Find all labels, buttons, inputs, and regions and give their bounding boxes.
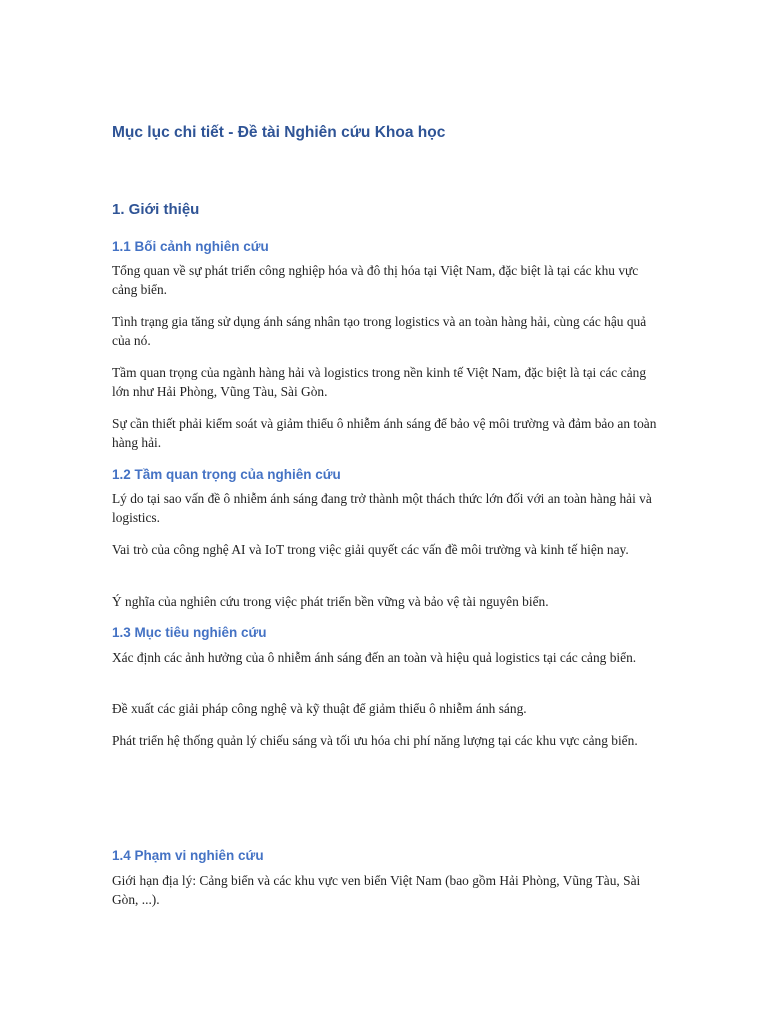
paragraph: Vai trò của công nghệ AI và IoT trong việc giải quyết các vấn đề môi trường và kinh tế hiện nay. (112, 542, 629, 557)
paragraph: Lý do tại sao vấn đề ô nhiễm ánh sáng đang trở thành một thách thức lớn đối với an toàn hàng hải và logistics. (112, 491, 652, 525)
paragraph: Tổng quan về sự phát triển công nghiệp hóa và đô thị hóa tại Việt Nam, đặc biệt là tại các khu vực cảng biển. (112, 263, 639, 297)
paragraph: Tình trạng gia tăng sử dụng ánh sáng nhân tạo trong logistics và an toàn hàng hải, cùng các hậu quả của nó. (112, 314, 647, 348)
paragraph: Giới hạn địa lý: Cảng biển và các khu vực ven biển Việt Nam (bao gồm Hải Phòng, Vũng Tàu, Sài Gòn, ...). (112, 873, 641, 907)
paragraph: Xác định các ảnh hưởng của ô nhiễm ánh sáng đến an toàn và hiệu quả logistics tại các cảng biển. (112, 650, 637, 665)
paragraph: Sự cần thiết phải kiểm soát và giảm thiểu ô nhiễm ánh sáng để bảo vệ môi trường và đảm bảo an toàn hàng hải. (112, 416, 657, 450)
subsection-heading-tam-quan-trong: 1.2 Tầm quan trọng của nghiên cứu (112, 467, 341, 482)
paragraph: Ý nghĩa của nghiên cứu trong việc phát triển bền vững và bảo vệ tài nguyên biển. (112, 594, 549, 609)
section-heading-gioi-thieu: 1. Giới thiệu (112, 201, 200, 218)
paragraph: Đề xuất các giải pháp công nghệ và kỹ thuật để giảm thiểu ô nhiễm ánh sáng. (112, 701, 527, 716)
document-title: Mục lục chi tiết - Đề tài Nghiên cứu Khoa học (112, 124, 446, 141)
subsection-heading-pham-vi: 1.4 Phạm vi nghiên cứu (112, 848, 264, 863)
subsection-heading-boi-canh: 1.1 Bối cảnh nghiên cứu (112, 239, 269, 254)
subsection-heading-muc-tieu: 1.3 Mục tiêu nghiên cứu (112, 625, 267, 640)
paragraph: Tầm quan trọng của ngành hàng hải và logistics trong nền kinh tế Việt Nam, đặc biệt là tại các cảng lớn như Hải Phòng, Vũng Tàu, Sài Gòn. (112, 365, 647, 399)
paragraph: Phát triển hệ thống quản lý chiếu sáng và tối ưu hóa chi phí năng lượng tại các khu vực cảng biển. (112, 733, 638, 748)
